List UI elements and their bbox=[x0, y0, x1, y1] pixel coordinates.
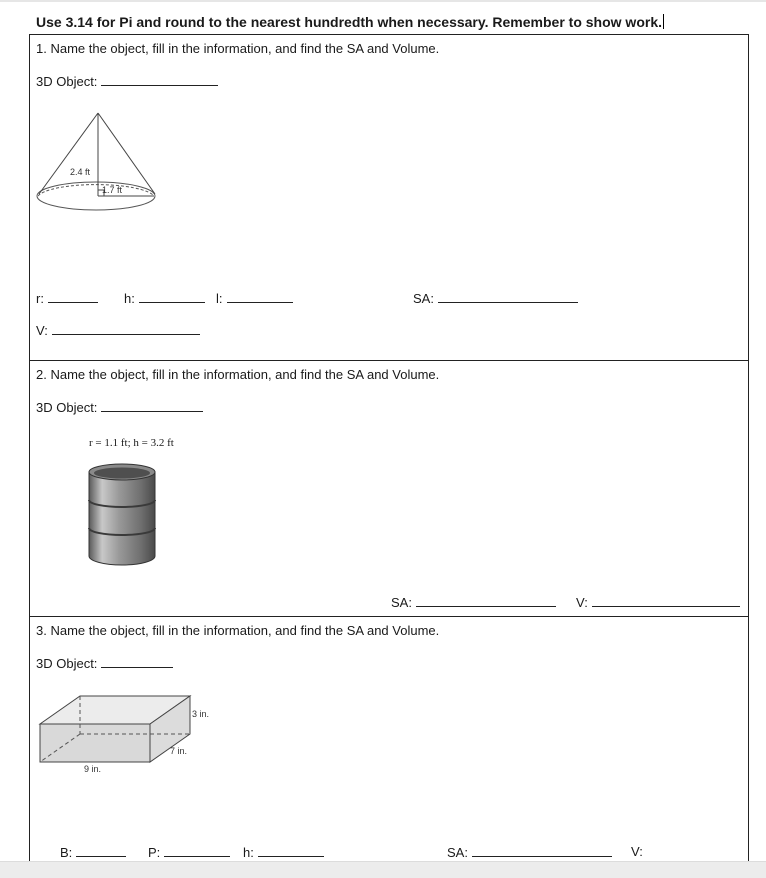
q1-v-blank[interactable] bbox=[52, 322, 200, 335]
q1-h-blank[interactable] bbox=[139, 290, 205, 303]
q1-h-label: h: bbox=[124, 291, 135, 306]
row-divider-1 bbox=[30, 360, 748, 361]
q2-sa-field[interactable] bbox=[391, 594, 556, 610]
cone-slant-label: 2.4 ft bbox=[70, 167, 91, 177]
q1-prompt: 1. Name the object, fill in the information, and find the SA and Volume. bbox=[36, 41, 440, 56]
prism-figure bbox=[36, 692, 220, 778]
q3-p-field[interactable] bbox=[148, 844, 230, 860]
cone-radius-label: 1.7 ft bbox=[102, 185, 123, 195]
q2-sa-blank[interactable] bbox=[416, 594, 556, 607]
q3-v-field[interactable] bbox=[631, 844, 643, 859]
q3-object-label: 3D Object: bbox=[36, 656, 98, 671]
q1-r-label: r: bbox=[36, 291, 44, 306]
q1-object-field[interactable] bbox=[36, 73, 218, 89]
q2-v-field[interactable] bbox=[576, 594, 740, 610]
instructions-text: Use 3.14 for Pi and round to the nearest hundredth when necessary. Remember to show work. bbox=[36, 14, 662, 30]
q3-sa-blank[interactable] bbox=[472, 844, 612, 857]
q2-object-blank[interactable] bbox=[101, 399, 203, 412]
q1-r-field[interactable] bbox=[36, 290, 98, 306]
q3-b-field[interactable] bbox=[60, 844, 126, 860]
q1-object-label: 3D Object: bbox=[36, 74, 98, 89]
cylinder-dimensions: r = 1.1 ft; h = 3.2 ft bbox=[89, 437, 174, 449]
q1-l-blank[interactable] bbox=[227, 290, 293, 303]
q1-v-field[interactable] bbox=[36, 322, 200, 338]
q2-sa-label: SA: bbox=[391, 595, 412, 610]
cylinder-figure bbox=[86, 462, 158, 568]
q3-sa-label: SA: bbox=[447, 845, 468, 860]
row-divider-2 bbox=[30, 616, 748, 617]
q3-object-field[interactable] bbox=[36, 655, 173, 671]
q1-object-blank[interactable] bbox=[101, 73, 218, 86]
q2-v-label: V: bbox=[576, 595, 588, 610]
q3-p-label: P: bbox=[148, 845, 161, 860]
q1-v-label: V: bbox=[36, 323, 48, 338]
q3-sa-field[interactable] bbox=[447, 844, 612, 860]
text-cursor bbox=[663, 14, 664, 29]
instructions-heading[interactable] bbox=[36, 14, 664, 30]
q3-h-field[interactable] bbox=[243, 844, 324, 860]
q3-h-blank[interactable] bbox=[258, 844, 324, 857]
q2-object-field[interactable] bbox=[36, 399, 203, 415]
cone-figure bbox=[36, 108, 162, 218]
q2-object-label: 3D Object: bbox=[36, 400, 98, 415]
q1-sa-blank[interactable] bbox=[438, 290, 578, 303]
q1-l-label: l: bbox=[216, 291, 223, 306]
q1-l-field[interactable] bbox=[216, 290, 293, 306]
q3-b-blank[interactable] bbox=[76, 844, 126, 857]
prism-length-label: 9 in. bbox=[84, 764, 102, 774]
q3-h-label: h: bbox=[243, 845, 254, 860]
q3-p-blank[interactable] bbox=[164, 844, 230, 857]
prism-width-label: 7 in. bbox=[170, 746, 188, 756]
q1-sa-field[interactable] bbox=[413, 290, 578, 306]
q3-prompt: 3. Name the object, fill in the information, and find the SA and Volume. bbox=[36, 623, 440, 638]
q2-prompt: 2. Name the object, fill in the information, and find the SA and Volume. bbox=[36, 367, 440, 382]
bottom-scroll-area bbox=[0, 861, 766, 878]
q3-b-label: B: bbox=[60, 845, 73, 860]
q1-h-field[interactable] bbox=[124, 290, 205, 306]
q3-v-label: V: bbox=[631, 844, 643, 859]
top-border bbox=[0, 0, 766, 2]
prism-height-label: 3 in. bbox=[192, 709, 210, 719]
q1-sa-label: SA: bbox=[413, 291, 434, 306]
q1-r-blank[interactable] bbox=[48, 290, 98, 303]
q3-object-blank[interactable] bbox=[101, 655, 173, 668]
q2-v-blank[interactable] bbox=[592, 594, 740, 607]
